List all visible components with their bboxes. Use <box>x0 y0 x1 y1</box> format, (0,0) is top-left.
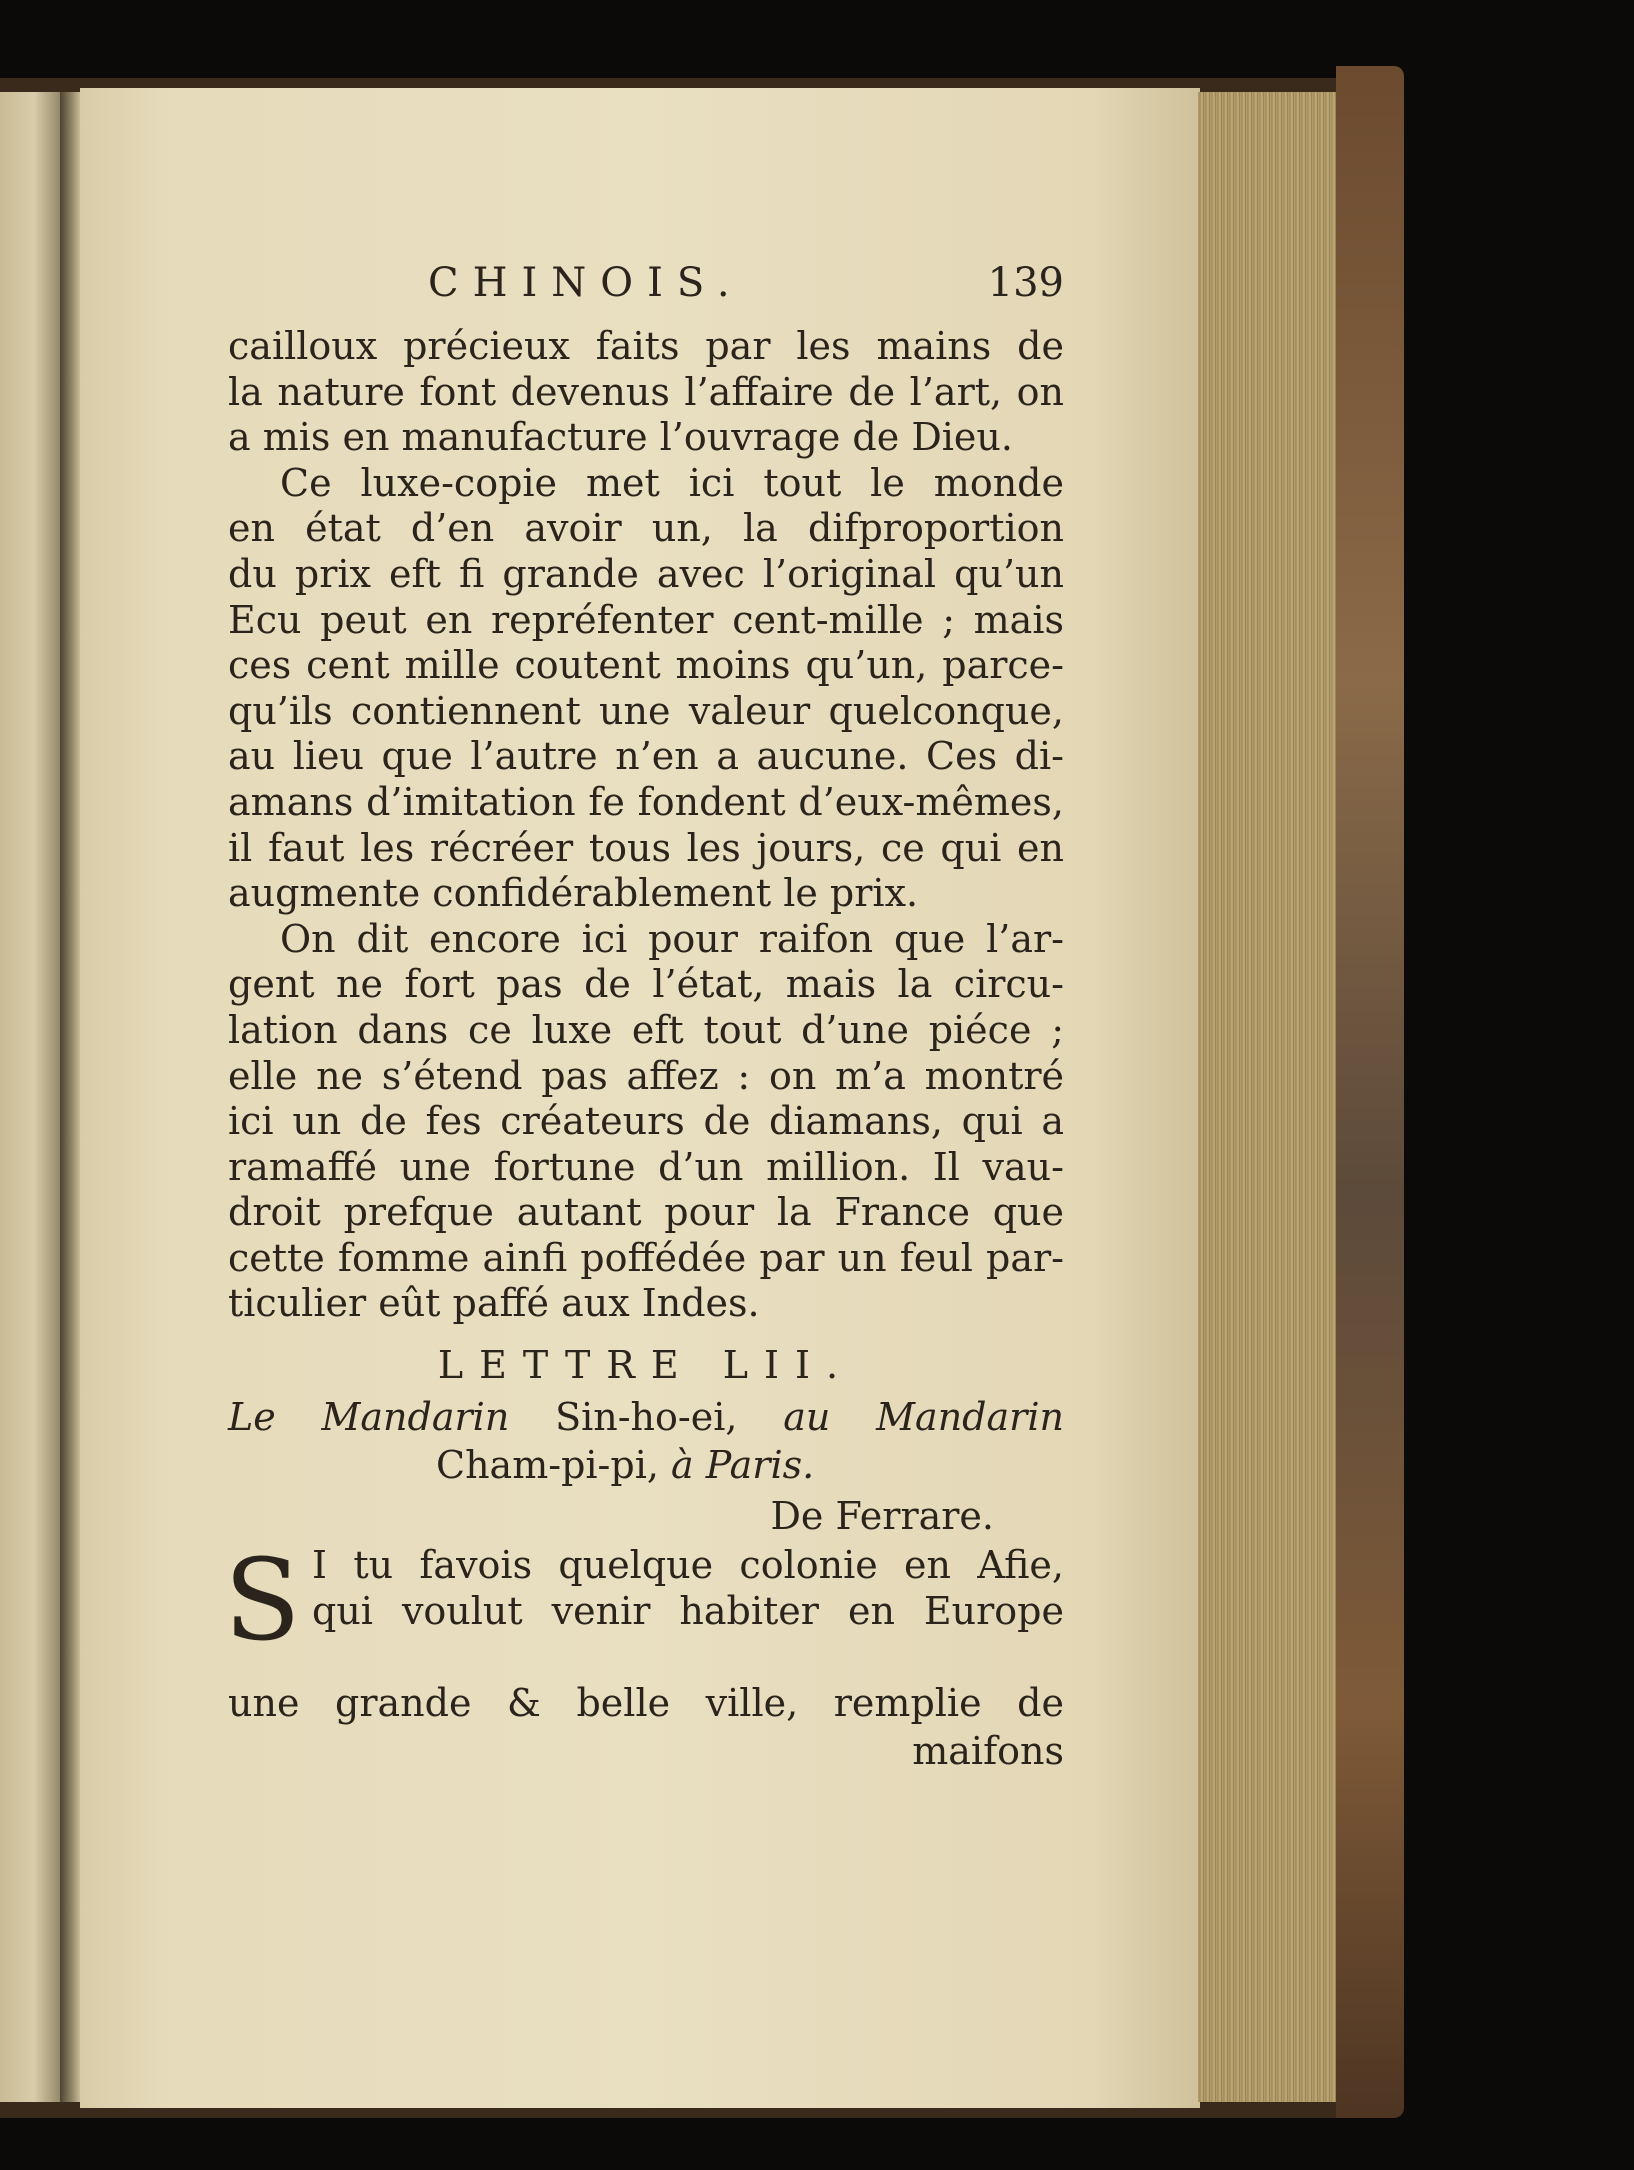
text-line: en état d’en avoir un, la difproportion <box>228 506 1064 551</box>
running-header <box>228 250 1064 324</box>
address-sender-title: Le Mandarin <box>228 1395 510 1440</box>
page-text <box>224 250 1064 1775</box>
opening-line-3: une grande & belle ville, remplie de <box>228 1681 1064 1726</box>
text-line: cailloux précieux faits par les mains de <box>228 324 1064 368</box>
address-recipient-place: à Paris. <box>671 1443 815 1488</box>
gutter <box>60 92 82 2102</box>
text-line: ces cent mille coutent moins qu’un, parce- <box>228 643 1064 688</box>
text-line: il faut les récréer tous les jours, ce qui en <box>228 825 1064 870</box>
text-line: ticulier eût paffé aux Indes. <box>228 1281 760 1326</box>
text-line: ramaffé une fortune d’un million. Il vau- <box>228 1144 1064 1189</box>
text-line: a mis en manufacture l’ouvrage de Dieu. <box>228 415 1013 460</box>
text-line: elle ne s’étend pas affez : on m’a montré <box>228 1053 1064 1098</box>
text-line: au lieu que l’autre n’en a aucune. Ces di- <box>228 734 1064 779</box>
page-number: 139 <box>987 260 1064 306</box>
address-sender-name: Sin-ho-ei, <box>555 1395 738 1440</box>
text-line: augmente confidérablement le prix. <box>228 871 919 916</box>
text-line: du prix eft fi grande avec l’original qu’un <box>228 551 1064 596</box>
text-line: amans d’imitation fe fondent d’eux-mêmes, <box>228 779 1064 824</box>
body-paragraphs <box>228 324 1064 1327</box>
opening-line-1: I tu favois quelque colonie en Afie, <box>312 1543 1064 1588</box>
letter-address-line-2 <box>228 1441 1064 1489</box>
catchword: maifons <box>912 1728 1064 1773</box>
dateline: De Ferrare. <box>770 1494 994 1539</box>
text-line: On dit encore ici pour raifon que l’ar- <box>280 916 1064 961</box>
address-recipient-title: au Mandarin <box>783 1395 1064 1440</box>
letter-opening <box>224 1536 1064 1681</box>
running-title: CHINOIS. <box>428 260 744 306</box>
left-page-edge <box>0 92 62 2102</box>
text-line: droit prefque autant pour la France que <box>228 1190 1064 1235</box>
drop-cap: S <box>224 1536 301 1667</box>
text-line: qu’ils contiennent une valeur quelconque, <box>228 688 1064 733</box>
book-cover-edge <box>1336 66 1404 2118</box>
opening-line-2: qui voulut venir habiter en Europe <box>312 1588 1064 1633</box>
text-line: cette fomme ainfi poffédée par un feul par- <box>228 1235 1064 1280</box>
text-line: Ce luxe-copie met ici tout le monde <box>280 460 1064 505</box>
text-line: gent ne fort pas de l’état, mais la circu- <box>228 962 1064 1007</box>
page-block-edge <box>1198 92 1338 2102</box>
text-line: lation dans ce luxe eft tout d’une piéce ; <box>228 1007 1064 1052</box>
address-recipient-name: Cham-pi-pi, <box>436 1443 659 1488</box>
text-line: la nature font devenus l’affaire de l’art, on <box>228 369 1064 414</box>
letter-title: LETTRE LII. <box>437 1343 855 1388</box>
text-line: ici un de fes créateurs de diamans, qui a <box>228 1099 1064 1144</box>
text-line: Ecu peut en repréfenter cent-mille ; mais <box>228 597 1064 642</box>
letter-address-line-1 <box>228 1393 1064 1441</box>
